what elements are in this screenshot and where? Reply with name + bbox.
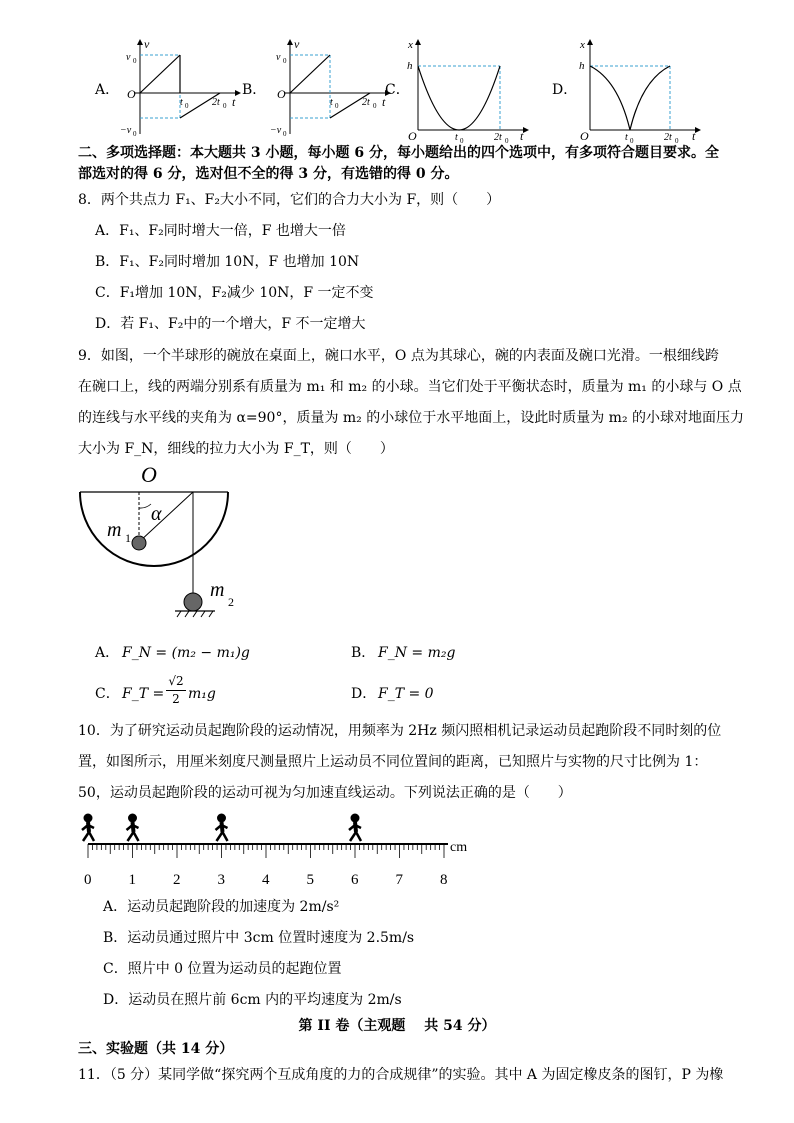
- svg-text:t: t: [455, 132, 458, 143]
- ruler-label: 6: [351, 872, 359, 888]
- q9-line3: 的连线与水平线的夹角为 α=90°，质量为 m₂ 的小球位于水平地面上，设此时质量为 m₂ 的小球对地面压力: [78, 410, 745, 426]
- svg-text:h: h: [579, 60, 585, 72]
- svg-text:x: x: [580, 39, 585, 51]
- svg-text:0: 0: [133, 57, 137, 65]
- graph-a: [112, 36, 247, 140]
- svg-text:0: 0: [373, 102, 377, 110]
- svg-text:0: 0: [283, 57, 287, 65]
- runner-icon: [127, 814, 139, 842]
- ruler-label: 0: [84, 872, 92, 888]
- svg-text:0: 0: [505, 137, 509, 145]
- ruler-label: 1: [128, 872, 136, 888]
- section2-line2: 部选对的得 6 分，选对但不全的得 3 分，有选错的得 0 分。: [78, 166, 459, 182]
- q10-line2: 置，如图所示，用厘米刻度尺测量照片上运动员不同位置间的距离，已知照片与实物的尺寸比例为 1：: [78, 754, 708, 770]
- svg-text:2t: 2t: [664, 132, 672, 143]
- ruler-label: 2: [173, 872, 181, 888]
- fig-label-m2: m: [210, 579, 225, 601]
- ruler-label: 3: [217, 872, 225, 888]
- label-neg-v0: −v: [120, 125, 132, 136]
- q9-option-d-label: D．: [351, 686, 377, 702]
- svg-text:0: 0: [223, 102, 227, 110]
- svg-text:v: v: [276, 52, 281, 63]
- graph-c: [400, 36, 535, 145]
- origin-label: O: [127, 87, 136, 101]
- svg-text:0: 0: [283, 130, 287, 138]
- q8-option-d: D．若 F₁、F₂中的一个增大，F 不一定增大: [95, 316, 366, 332]
- q10-option-b: B．运动员通过照片中 3cm 位置时速度为 2.5m/s: [103, 930, 415, 946]
- svg-text:0: 0: [133, 130, 137, 138]
- svg-text:t: t: [692, 129, 696, 143]
- q9-option-b-expr: F_N = m₂g: [378, 645, 456, 661]
- runner-icon: [216, 814, 228, 842]
- svg-text:1: 1: [125, 531, 131, 545]
- q8-option-c: C．F₁增加 10N，F₂减少 10N，F 一定不变: [95, 285, 374, 301]
- q8-stem: 8．两个共点力 F₁、F₂大小不同，它们的合力大小为 F，则（ ）: [78, 192, 501, 208]
- q9-line1: 9．如图，一个半球形的碗放在桌面上，碗口水平，O 点为其球心，碗的内表面及碗口光滑。一根细线跨: [78, 348, 719, 364]
- svg-text:v: v: [294, 37, 300, 51]
- q10-line3: 50，运动员起跑阶段的运动可视为匀加速直线运动。下列说法正确的是（ ）: [78, 785, 572, 801]
- section3-title: 三、实验题（共 14 分）: [78, 1041, 234, 1057]
- q10-ruler-figure: [70, 810, 490, 892]
- q9-option-c-fraction-bar: [166, 690, 186, 691]
- q9-option-c-rhs: m₁g: [188, 686, 216, 702]
- part2-title: 第 II 卷（主观题 共 54 分）: [298, 1018, 496, 1034]
- svg-text:O: O: [408, 129, 417, 143]
- svg-text:t: t: [180, 97, 183, 108]
- q9-option-c-den: 2: [172, 692, 180, 706]
- svg-text:2: 2: [228, 595, 234, 609]
- ruler-unit: cm: [450, 840, 468, 855]
- q8-option-a: A．F₁、F₂同时增大一倍，F 也增大一倍: [95, 223, 346, 239]
- ruler-label: 5: [306, 872, 314, 888]
- q9-line4: 大小为 F_N，细线的拉力大小为 F_T，则（ ）: [78, 441, 394, 457]
- ruler-label: 8: [440, 872, 448, 888]
- ruler-label: 4: [262, 872, 270, 888]
- axis-label-t: t: [232, 95, 236, 109]
- label-v0: v: [126, 52, 131, 63]
- option-b-label: B．: [242, 82, 267, 98]
- option-d-label: D．: [552, 82, 578, 98]
- svg-text:0: 0: [675, 137, 679, 145]
- svg-text:h: h: [407, 60, 413, 72]
- q9-option-c-label: C．: [95, 686, 120, 702]
- svg-text:2t: 2t: [494, 132, 502, 143]
- q8-option-b: B．F₁、F₂同时增加 10N，F 也增加 10N: [95, 254, 360, 270]
- q9-option-a-label: A．: [95, 645, 120, 661]
- q9-option-d-expr: F_T = 0: [378, 686, 434, 702]
- q9-option-c-lhs: F_T =: [122, 686, 165, 702]
- q9-bowl-figure: [75, 462, 255, 622]
- svg-text:2t: 2t: [362, 97, 370, 108]
- svg-text:t: t: [382, 95, 386, 109]
- svg-text:O: O: [580, 129, 589, 143]
- ruler-label: 7: [395, 872, 403, 888]
- svg-text:0: 0: [460, 137, 464, 145]
- svg-text:0: 0: [335, 102, 339, 110]
- svg-text:0: 0: [630, 137, 634, 145]
- option-a-label: A．: [95, 82, 120, 98]
- svg-text:t: t: [330, 97, 333, 108]
- svg-text:t: t: [625, 132, 628, 143]
- q10-line1: 10．为了研究运动员起跑阶段的运动情况，用频率为 2Hz 频闪照相机记录运动员起跑阶段不同时刻的位: [78, 723, 722, 739]
- q9-option-a-expr: F_N = (m₂ − m₁)g: [122, 645, 250, 661]
- svg-text:t: t: [520, 129, 524, 143]
- fig-label-alpha: α: [151, 503, 162, 525]
- q9-option-c-num: √2: [168, 674, 184, 688]
- q9-line2: 在碗口上，线的两端分别系有质量为 m₁ 和 m₂ 的小球。当它们处于平衡状态时，质量为 m₁ 的小球与 O 点: [78, 379, 742, 395]
- option-c-label: C．: [385, 82, 410, 98]
- q10-option-d: D．运动员在照片前 6cm 内的平均速度为 2m/s: [103, 992, 402, 1008]
- q11-line1: 11．（5 分）某同学做“探究两个互成角度的力的合成规律”的实验。其中 A 为固定橡皮条的图钉，P 为橡: [78, 1067, 724, 1083]
- runner-icon: [82, 814, 94, 842]
- q10-option-c: C．照片中 0 位置为运动员的起跑位置: [103, 961, 342, 977]
- section2-line1: 二、多项选择题：本大题共 3 小题，每小题 6 分，每小题给出的四个选项中，有多项符合题目要求。全: [78, 145, 719, 161]
- axis-label-v: v: [144, 37, 150, 51]
- svg-text:−v: −v: [270, 125, 282, 136]
- fig-label-o: O: [141, 462, 157, 487]
- svg-text:O: O: [277, 87, 286, 101]
- svg-text:x: x: [408, 39, 413, 51]
- q10-option-a: A．运动员起跑阶段的加速度为 2m/s²: [103, 899, 340, 915]
- q9-option-b-label: B．: [351, 645, 376, 661]
- runner-icon: [349, 814, 361, 842]
- graph-b: [262, 36, 397, 140]
- graph-d: [572, 36, 707, 145]
- svg-text:2t: 2t: [212, 97, 220, 108]
- fig-label-m1: m: [107, 519, 122, 541]
- svg-text:0: 0: [185, 102, 189, 110]
